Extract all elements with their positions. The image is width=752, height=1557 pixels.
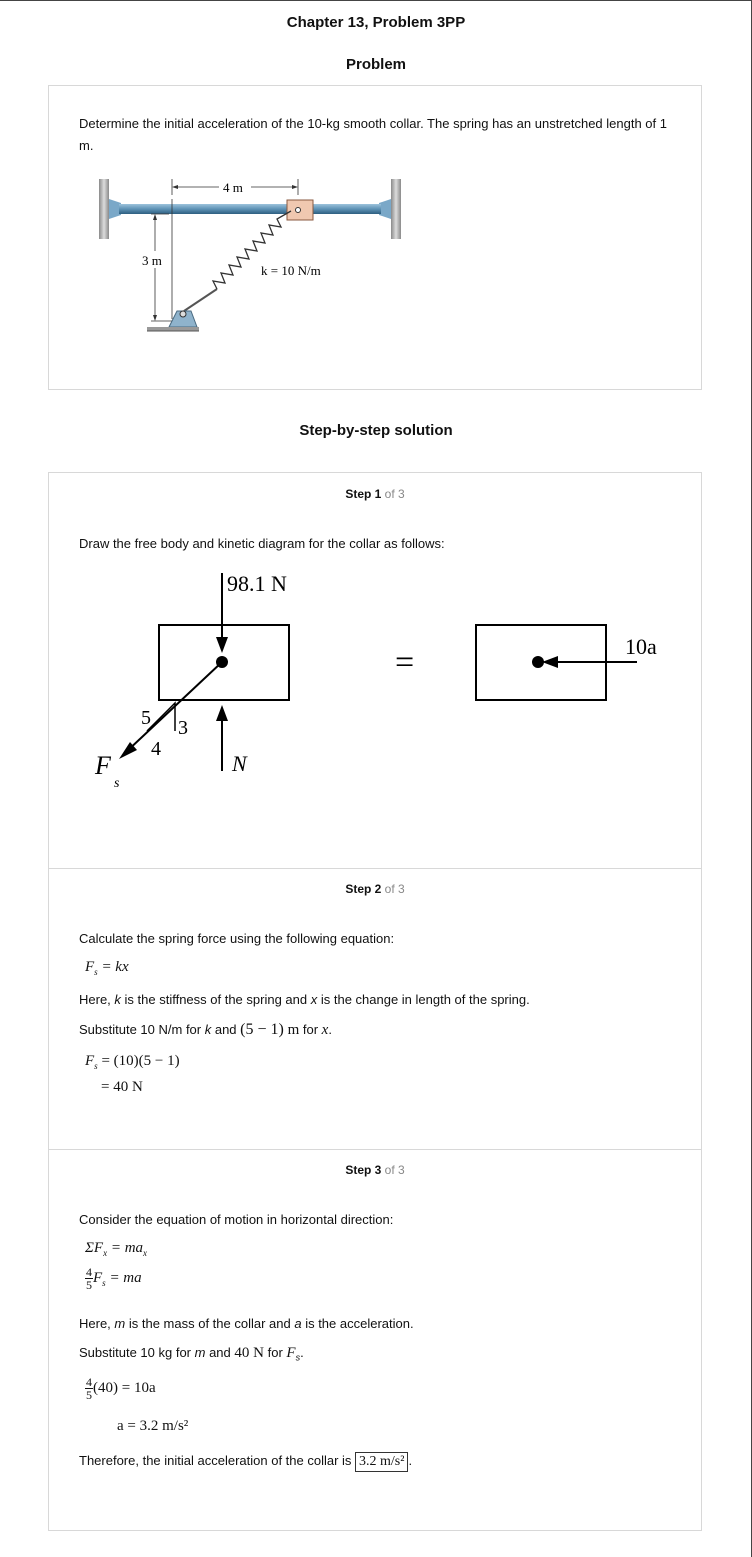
left-wall [99, 179, 109, 239]
slope-3: 3 [178, 717, 188, 739]
step-1-text: Draw the free body and kinetic diagram for the collar as follows: [79, 536, 445, 551]
weight-label: 98.1 N [227, 571, 287, 596]
step-3-calc-1: $\frac{4}{5}$ (40) = 10a [86, 1375, 156, 1402]
spring-label: k = 10 N/m [261, 263, 321, 278]
slope-4: 4 [151, 738, 161, 760]
steps-box [48, 472, 702, 1531]
fbd-diagram [79, 563, 689, 793]
top-border [0, 0, 752, 1]
slope-5: 5 [141, 707, 151, 729]
slope-triangle [147, 703, 175, 731]
step-2-text-2: Here, k is the stiffness of the spring and x is the change in length of the spring. [79, 992, 530, 1007]
kinetic-label: 10a [625, 634, 657, 659]
step-divider-1 [49, 868, 701, 869]
problem-heading: Problem [345, 56, 406, 73]
step-3-label: Step 3 of 3 [345, 1163, 405, 1177]
step-2-equation: $F_s$ = kx [85, 959, 129, 977]
step-3-equation-1: $\Sigma F_x = ma_x$ [85, 1240, 148, 1258]
step-2-calc-1: $F_s = (10)(5 - 1)$ [85, 1053, 180, 1071]
problem-figure [99, 171, 419, 346]
solution-heading: Step-by-step solution [299, 422, 453, 439]
dim-vertical-label: 3 m [142, 253, 162, 268]
spring-force-sub: s [114, 776, 120, 791]
step-divider-2 [49, 1149, 701, 1150]
step-2-calc-2: = 40 N [101, 1079, 143, 1095]
step-3-text-1: Consider the equation of motion in horizontal direction: [79, 1212, 394, 1227]
step-3-text-3: Substitute 10 kg for m and 40 N for $F_s$. [79, 1345, 304, 1363]
spring-force-label: F [95, 751, 111, 780]
problem-text: Determine the initial acceleration of the 10-kg smooth collar. The spring has an unstretched length of 1 m. [79, 116, 667, 153]
chapter-title: Chapter 13, Problem 3PP [286, 14, 466, 31]
step-3-text-2: Here, m is the mass of the collar and a is the acceleration. [79, 1316, 414, 1331]
step-2-text-1: Calculate the spring force using the following equation: [79, 931, 395, 946]
horizontal-rod [119, 204, 381, 214]
step-3-calc-2: a = 3.2 m/s² [117, 1418, 189, 1434]
step-3-final-text: Therefore, the initial acceleration of the collar is 3.2 m/s² . [79, 1450, 412, 1472]
step-3-equation-2: $\frac{4}{5}$ $F_s$ = ma [86, 1265, 142, 1292]
right-wall [391, 179, 401, 239]
dim-horizontal-label: 4 m [223, 180, 243, 195]
problem-box [48, 85, 702, 390]
step-2-text-3: Substitute 10 N/m for k and (5 − 1) m for x. [79, 1021, 332, 1038]
step-1-label: Step 1 of 3 [345, 487, 405, 501]
step-2-label: Step 2 of 3 [345, 882, 405, 896]
equals-sign: = [395, 644, 415, 681]
answer-box: 3.2 m/s² [355, 1452, 408, 1472]
normal-label: N [232, 751, 247, 776]
